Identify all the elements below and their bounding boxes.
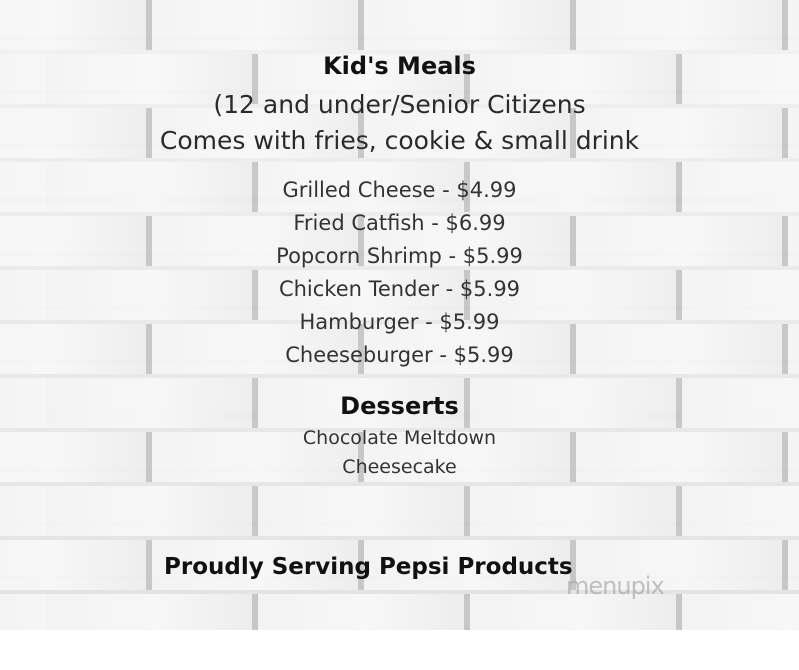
kids-meals-eligibility: (12 and under/Senior Citizens	[213, 90, 586, 119]
kids-meals-includes: Comes with fries, cookie & small drink	[159, 126, 640, 155]
bottom-margin	[0, 630, 799, 670]
menu-item: Popcorn Shrimp - $5.99	[276, 244, 523, 268]
menu-item: Fried Catfish - $6.99	[293, 211, 506, 235]
watermark-logo: menupix	[566, 572, 664, 600]
pepsi-footer: Proudly Serving Pepsi Products	[164, 554, 573, 580]
dessert-item: Cheesecake	[342, 456, 457, 478]
desserts-title: Desserts	[340, 392, 459, 420]
menu-item: Hamburger - $5.99	[299, 310, 500, 334]
kids-meals-title: Kid's Meals	[323, 52, 476, 80]
menu-item: Chicken Tender - $5.99	[278, 277, 521, 301]
menu-item: Grilled Cheese - $4.99	[282, 178, 517, 202]
menu-item: Cheeseburger - $5.99	[285, 343, 514, 367]
dessert-item: Chocolate Meltdown	[302, 427, 497, 449]
